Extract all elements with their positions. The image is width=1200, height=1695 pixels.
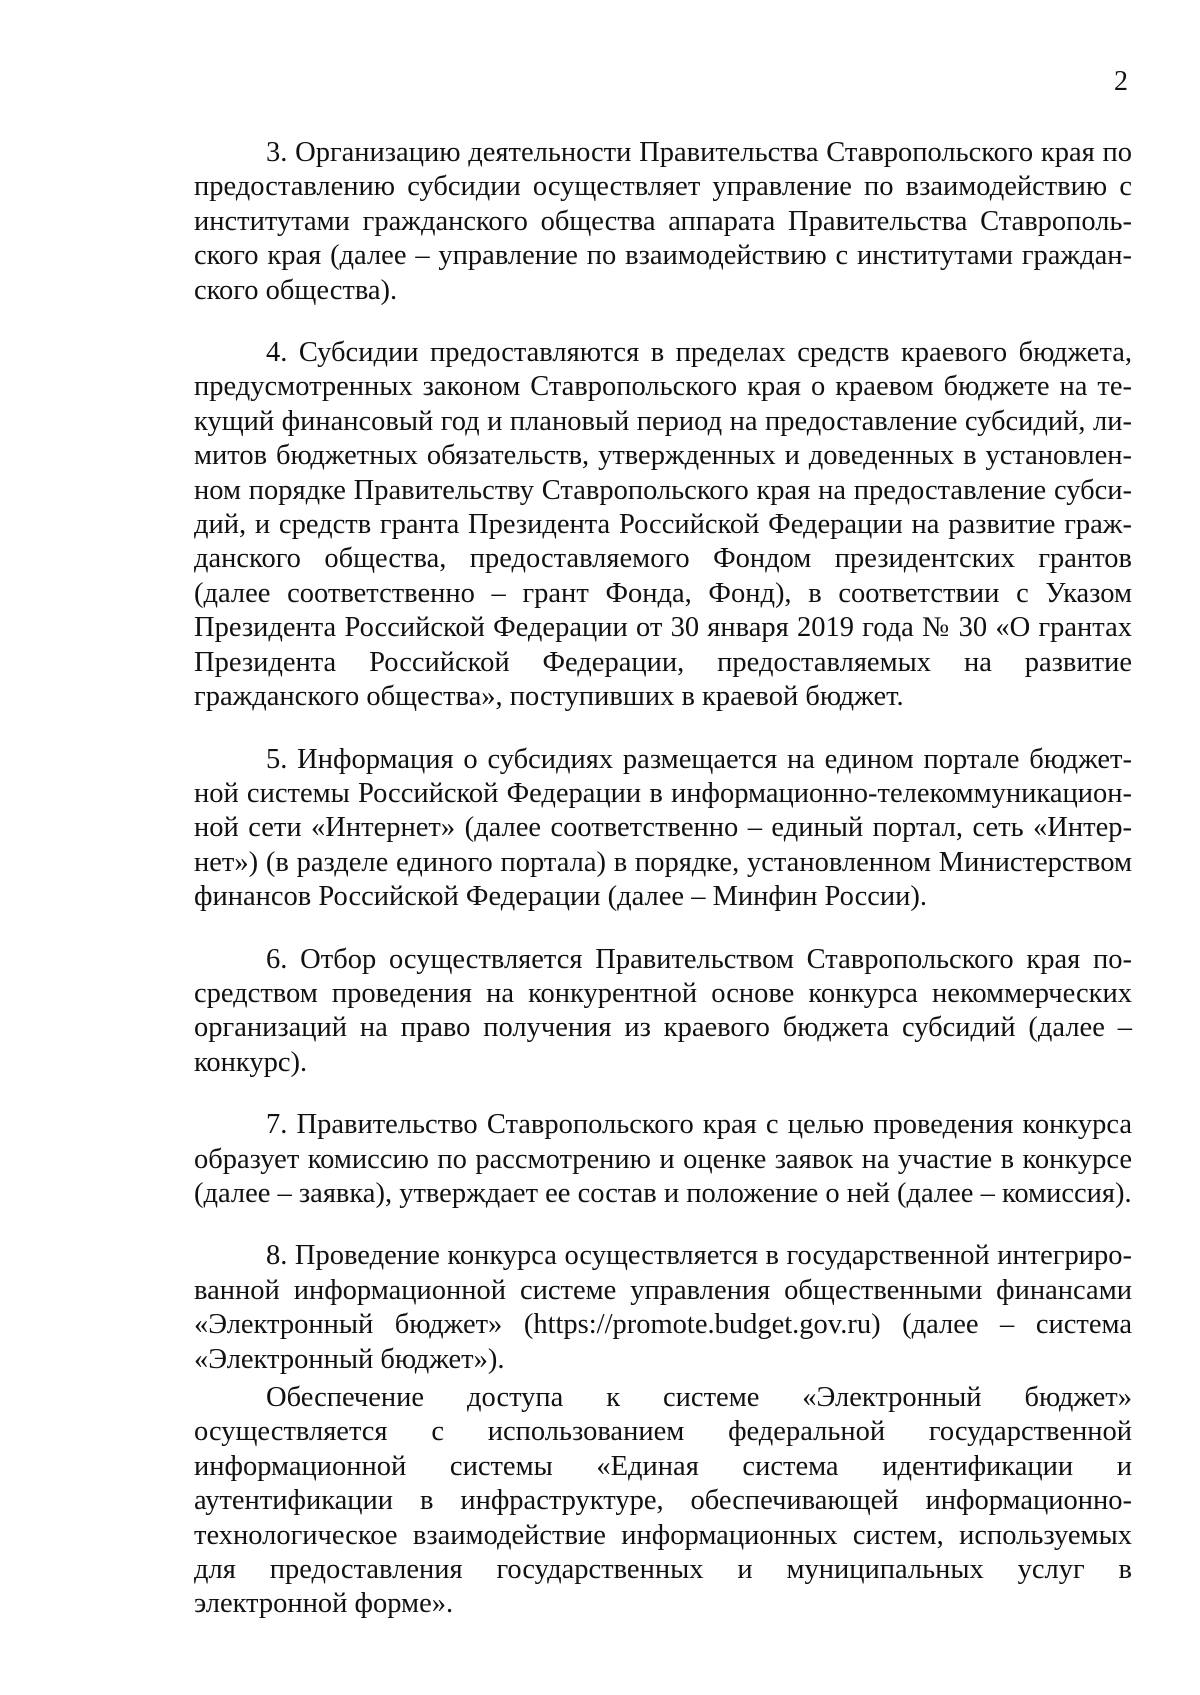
paragraph-4-subsidies-budget: 4. Субсидии предоставляются в пределах средств краевого бюджета, предусмотренных законом Ставропольского края о краевом бюджете на текущий финансовый год и плановый период на предоставление субсидий, лимитов бюджетных обязательств, утвержденных и доведенных в установленном порядке Правительству Ставропольского края на предоставление субсидий, и средств гранта Президента Российской Федерации на развитие гражданского общества, предоставляемого Фондом президентских грантов (далее соответственно – грант Фонда, Фонд), в соответствии с Указом Президента Российской Федерации от 30 января 2019 года № 30 «О грантах Президента Российской Федерации, предоставляемых на развитие гражданского общества», поступивших в краевой бюджет. bbox=[194, 337, 1132, 713]
paragraph-6-selection: 6. Отбор осуществляется Правительством Ставропольского края посредством проведения на конкурентной основе конкурса некоммерческих организаций на право получения из краевого бюджета субсидий (далее – конкурс). bbox=[194, 943, 1132, 1078]
paragraph-7-commission: 7. Правительство Ставропольского края с целью проведения конкурса образует комиссию по рассмотрению и оценке заявок на участие в конкурсе (далее – заявка), утверждает ее состав и положение о ней (далее – комиссия). bbox=[194, 1109, 1132, 1209]
page-number: 2 bbox=[1114, 66, 1128, 97]
paragraph-3-organization: 3. Организацию деятельности Правительства Ставропольского края по предоставлению субсидии осуществляет управление по взаимодействию с институтами гражданского общества аппарата Правительства Ставропольского края (далее – управление по взаимодействию с институтами гражданского общества). bbox=[194, 137, 1132, 306]
document-body bbox=[194, 136, 1132, 1622]
paragraph-5-information-portal: 5. Информация о субсидиях размещается на едином портале бюджетной системы Российской Федерации в информационно-телекоммуникационной сети «Интернет» (далее соответственно – единый портал, сеть «Интернет») (в разделе единого портала) в порядке, установленном Министерством финансов Российской Федерации (далее – Минфин России). bbox=[194, 743, 1132, 913]
paragraph-8-electronic-budget: 8. Проведение конкурса осуществляется в государственной интегрированной информационной системе управления общественными финансами «Электронный бюджет» (https://promote.budget.gov.ru) (далее – система «Электронный бюджет»). bbox=[194, 1240, 1132, 1375]
paragraph-8-access: Обеспечение доступа к системе «Электронный бюджет» осуществляется с использованием федеральной государственной информационной системы «Единая система идентификации и аутентификации в инфраструктуре, обеспечивающей информационно-технологическое взаимодействие информационных систем, используемых для предоставления государственных и муниципальных услуг в электронной форме». bbox=[194, 1382, 1132, 1620]
